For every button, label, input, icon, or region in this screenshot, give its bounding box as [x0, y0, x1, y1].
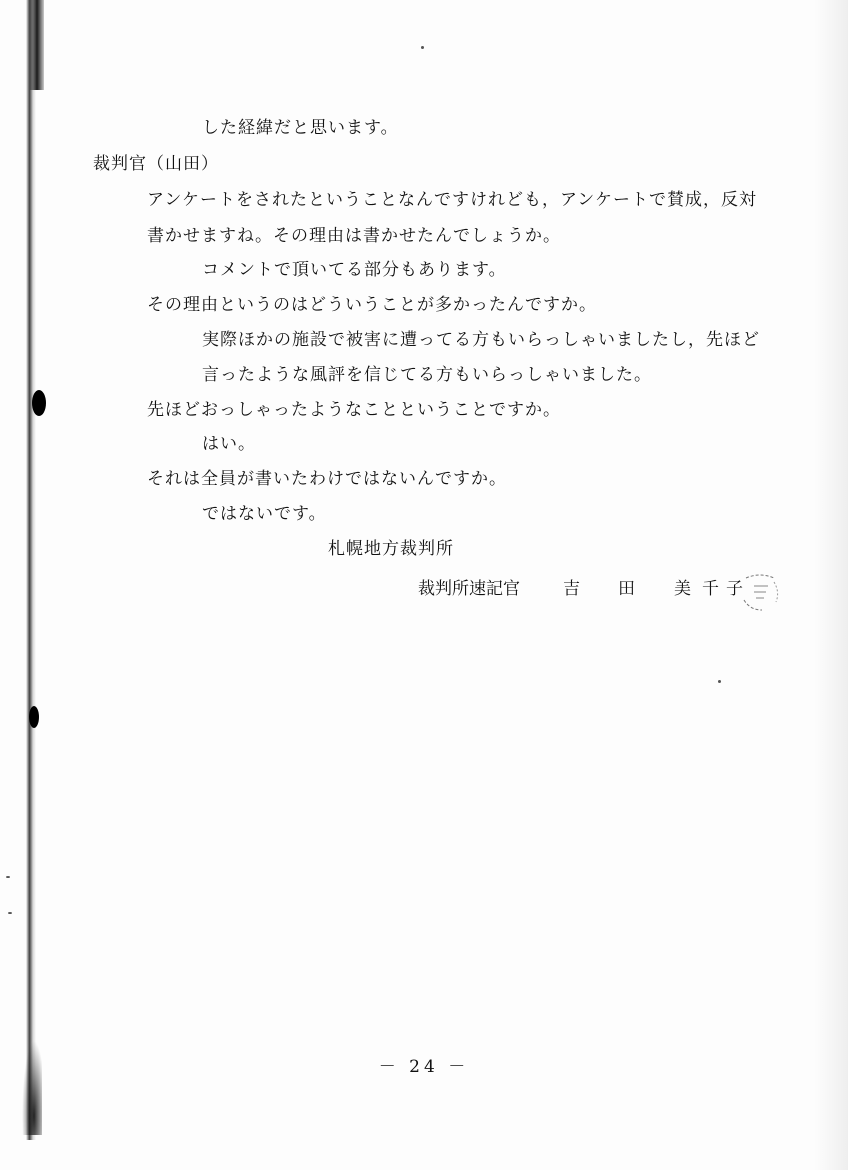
binding-shadow-top [30, 0, 44, 90]
seal-stamp-icon [740, 570, 782, 612]
transcript-line: アンケートをされたということなんですけれども，アンケートで賛成，反対 [147, 190, 757, 210]
binding-shadow [26, 0, 36, 1140]
transcript-line: 実際ほかの施設で被害に遭ってる方もいらっしゃいましたし，先ほど [202, 330, 760, 350]
scan-speck [718, 680, 721, 683]
page-edge-shadow [814, 0, 848, 1170]
name-char: 美 [674, 579, 691, 599]
speaker-label: 裁判官（山田） [93, 154, 219, 174]
transcript-line: その理由というのはどういうことが多かったんですか。 [147, 295, 597, 315]
transcript-line: コメントで頂いてる部分もあります。 [202, 260, 507, 280]
scan-speck [421, 46, 424, 49]
name-char: 田 [618, 579, 635, 599]
court-name: 札幌地方裁判所 [328, 539, 454, 559]
transcript-line: ではないです。 [202, 504, 327, 524]
name-char: 千 [702, 579, 719, 599]
punch-hole-mark [29, 706, 39, 728]
stenographer-title: 裁判所速記官 [418, 579, 520, 599]
transcript-line: 言ったような風評を信じてる方もいらっしゃいました。 [202, 365, 652, 385]
scan-speck [8, 912, 12, 914]
scan-speck [6, 876, 10, 878]
name-char: 吉 [563, 579, 580, 599]
punch-hole-mark [32, 390, 46, 416]
name-char: 子 [726, 579, 743, 599]
transcript-line: した経緯だと思います。 [202, 118, 399, 138]
transcript-line: 書かせますね。その理由は書かせたんでしょうか。 [147, 226, 561, 246]
transcript-line: はい。 [202, 434, 256, 454]
transcript-line: 先ほどおっしゃったようなことということですか。 [147, 400, 561, 420]
transcript-line: それは全員が書いたわけではないんですか。 [147, 469, 507, 489]
page-number: － 24 － [378, 1057, 470, 1077]
